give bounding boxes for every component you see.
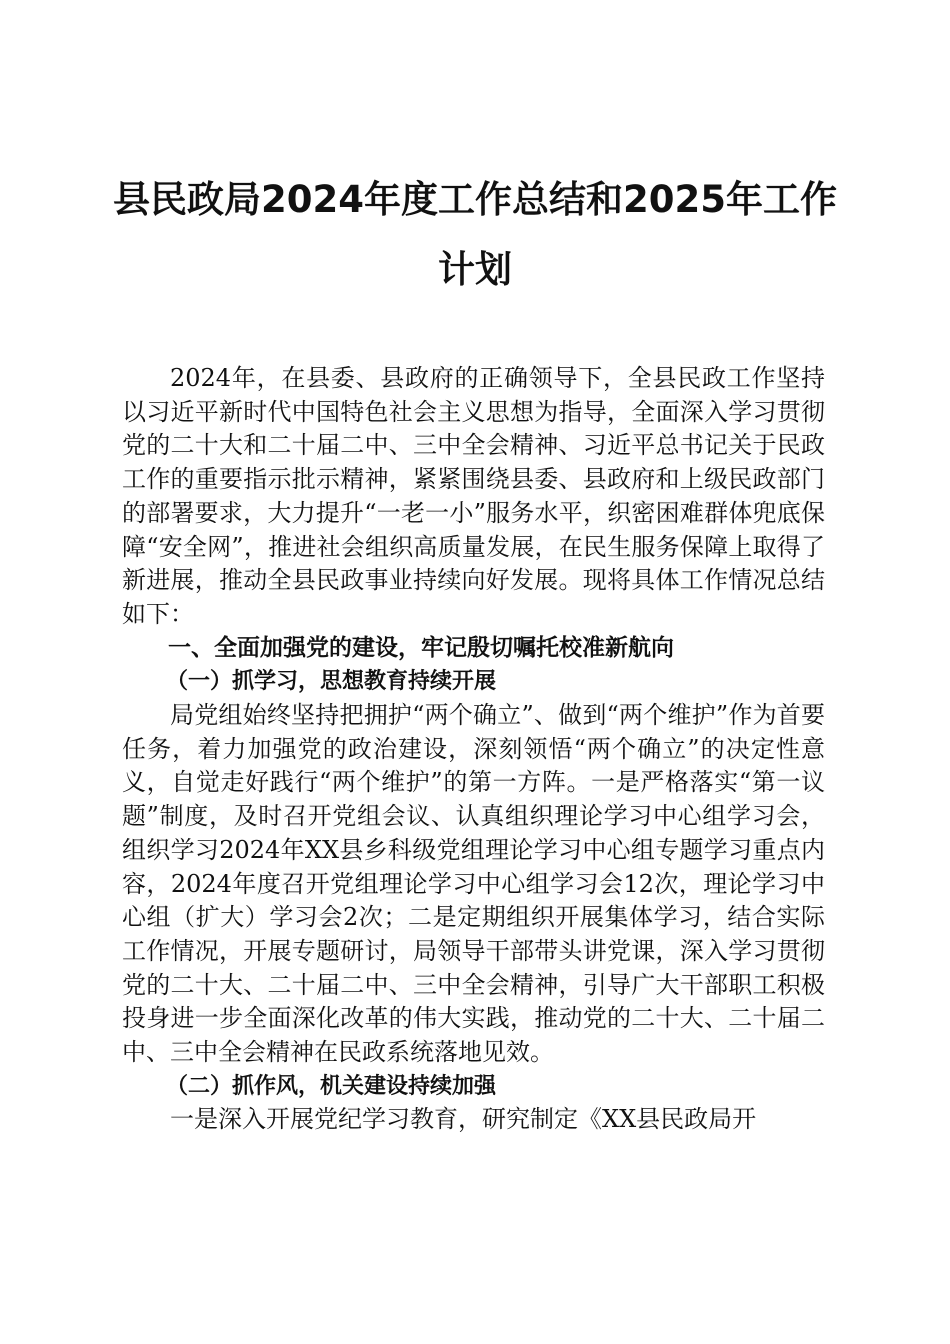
document-body — [122, 362, 825, 1137]
document-title: 县民政局2024年度工作总结和2025年工作计划 — [113, 178, 837, 291]
body-paragraph-1: 局党组始终坚持把拥护“两个确立”、做到“两个维护”作为首要任务，着力加强党的政治建设，深刻领悟“两个确立”的决定性意义，自觉走好践行“两个维护”的第一方阵。一是严格落实“第一议题”制度，及时召开党组会议、认真组织理论学习中心组学习会，组织学习2024年XX县乡科级党组理论学习中心组专题学习重点内容，2024年度召开党组理论学习中心组学习会12次，理论学习中心组（扩大）学习会2次；二是定期组织开展集体学习，结合实际工作情况，开展专题研讨，局领导干部带头讲党课，深入学习贯彻党的二十大、二十届二中、三中全会精神，引导广大干部职工积极投身进一步全面深化改革的伟大实践，推动党的二十大、二十届二中、三中全会精神在民政系统落地见效。 — [122, 701, 825, 1067]
intro-paragraph: 2024年，在县委、县政府的正确领导下，全县民政工作坚持以习近平新时代中国特色社会主义思想为指导，全面深入学习贯彻党的二十大和二十届二中、三中全会精神、习近平总书记关于民政工作的重要指示批示精神，紧紧围绕县委、县政府和上级民政部门的部署要求，大力提升“一老一小”服务水平，织密困难群体兜底保障“安全网”，推进社会组织高质量发展，在民生服务保障上取得了新进展，推动全县民政事业持续向好发展。现将具体工作情况总结如下： — [122, 364, 825, 628]
subsection-heading-2: （二）抓作风，机关建设持续加强 — [166, 1073, 497, 1099]
subsection-heading-1: （一）抓学习，思想教育持续开展 — [166, 669, 497, 695]
body-paragraph-2: 一是深入开展党纪学习教育，研究制定《XX县民政局开 — [170, 1105, 757, 1134]
section-heading-1: 一、全面加强党的建设，牢记殷切嘱托校准新航向 — [168, 634, 674, 661]
